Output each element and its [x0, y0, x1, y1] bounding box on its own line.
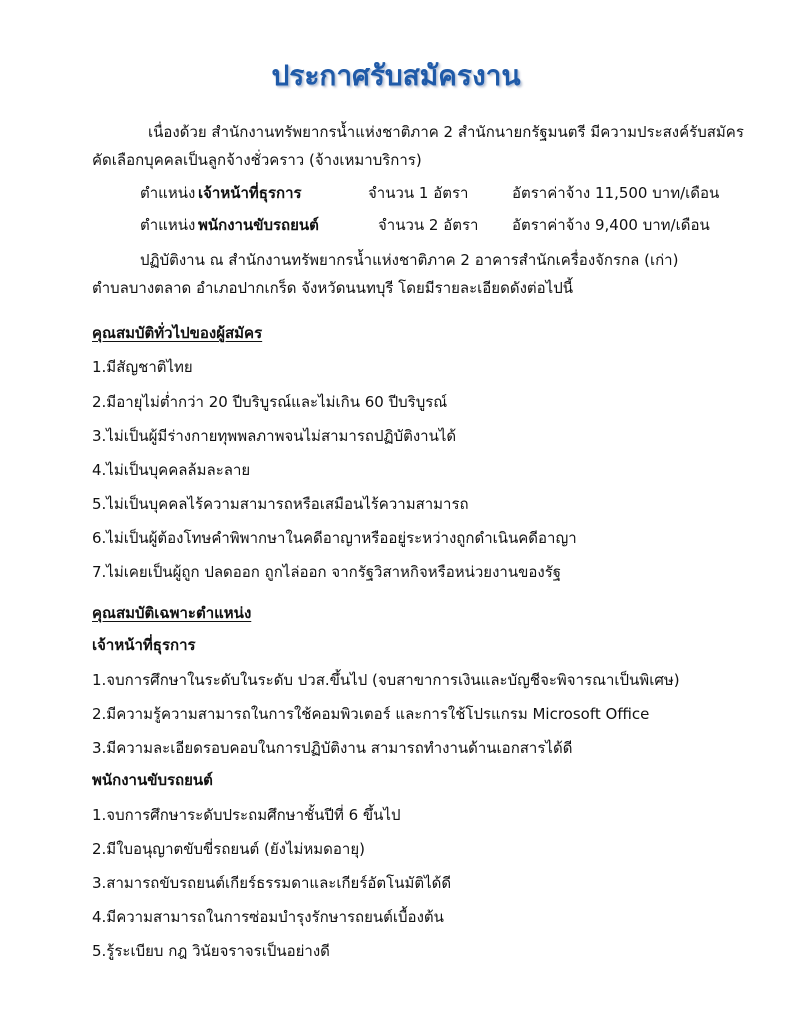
general-item: 3.ไม่เป็นผู้มีร่างกายทุพพลภาพจนไม่สามารถปฏิบัติงานได้ — [92, 427, 457, 445]
intro-line-2: คัดเลือกบุคคลเป็นลูกจ้างชั่วคราว (จ้างเหมาบริการ) — [92, 151, 422, 169]
position-name: เจ้าหน้าที่ธุรการ — [198, 184, 302, 202]
position-name: พนักงานขับรถยนต์ — [198, 216, 319, 234]
specific-qualifications-heading: คุณสมบัติเฉพาะตำแหน่ง — [92, 604, 252, 622]
position-row-clerk — [140, 182, 760, 204]
clerk-item: 1.จบการศึกษาในระดับในระดับ ปวส.ขึ้นไป (จบสาขาการเงินและบัญชีจะพิจารณาเป็นพิเศษ) — [92, 671, 680, 689]
position-wage: อัตราค่าจ้าง 9,400 บาท/เดือน — [512, 216, 710, 234]
general-item: 1.มีสัญชาติไทย — [92, 358, 193, 376]
driver-item: 3.สามารถขับรถยนต์เกียร์ธรรมดาและเกียร์อัตโนมัติได้ดี — [92, 874, 452, 892]
general-item: 6.ไม่เป็นผู้ต้องโทษคำพิพากษาในคดีอาญาหรืออยู่ระหว่างถูกดำเนินคดีอาญา — [92, 529, 577, 547]
workplace-line-1: ปฏิบัติงาน ณ สำนักงานทรัพยากรน้ำแห่งชาติภาค 2 อาคารสำนักเครื่องจักรกล (เก่า) — [140, 251, 679, 269]
workplace-line-2: ตำบลบางตลาด อำเภอปากเกร็ด จังหวัดนนทบุรี โดยมีรายละเอียดดังต่อไปนี้ — [92, 279, 573, 297]
clerk-heading: เจ้าหน้าที่ธุรการ — [92, 636, 196, 654]
general-item: 7.ไม่เคยเป็นผู้ถูก ปลดออก ถูกไล่ออก จากรัฐวิสาหกิจหรือหน่วยงานของรัฐ — [92, 563, 562, 581]
driver-heading: พนักงานขับรถยนต์ — [92, 771, 213, 789]
page-title: ประกาศรับสมัครงาน — [271, 59, 521, 92]
intro-line-1: เนื่องด้วย สำนักงานทรัพยากรน้ำแห่งชาติภาค 2 สำนักนายกรัฐมนตรี มีความประสงค์รับสมัคร — [148, 123, 744, 141]
general-item: 4.ไม่เป็นบุคคลล้มละลาย — [92, 461, 251, 479]
general-item: 2.มีอายุไม่ต่ำกว่า 20 ปีบริบูรณ์และไม่เกิน 60 ปีบริบูรณ์ — [92, 393, 448, 411]
position-wage: อัตราค่าจ้าง 11,500 บาท/เดือน — [512, 184, 720, 202]
driver-item: 1.จบการศึกษาระดับประถมศึกษาชั้นปีที่ 6 ขึ้นไป — [92, 806, 401, 824]
general-qualifications-heading: คุณสมบัติทั่วไปของผู้สมัคร — [92, 324, 263, 342]
clerk-item: 3.มีความละเอียดรอบคอบในการปฏิบัติงาน สามารถทำงานด้านเอกสารได้ดี — [92, 739, 573, 757]
clerk-item: 2.มีความรู้ความสามารถในการใช้คอมพิวเตอร์ และการใช้โปรแกรม Microsoft Office — [92, 705, 650, 723]
driver-item: 2.มีใบอนุญาตขับขี่รถยนต์ (ยังไม่หมดอายุ) — [92, 840, 365, 858]
driver-item: 4.มีความสามารถในการซ่อมบำรุงรักษารถยนต์เบื้องต้น — [92, 908, 444, 926]
position-label: ตำแหน่ง — [140, 184, 196, 202]
general-item: 5.ไม่เป็นบุคคลไร้ความสามารถหรือเสมือนไร้ความสามารถ — [92, 495, 469, 513]
position-count: จำนวน 2 อัตรา — [378, 216, 479, 234]
position-label: ตำแหน่ง — [140, 216, 196, 234]
position-row-driver — [140, 214, 760, 236]
driver-item: 5.รู้ระเบียบ กฎ วินัยจราจรเป็นอย่างดี — [92, 942, 330, 960]
position-count: จำนวน 1 อัตรา — [368, 184, 469, 202]
